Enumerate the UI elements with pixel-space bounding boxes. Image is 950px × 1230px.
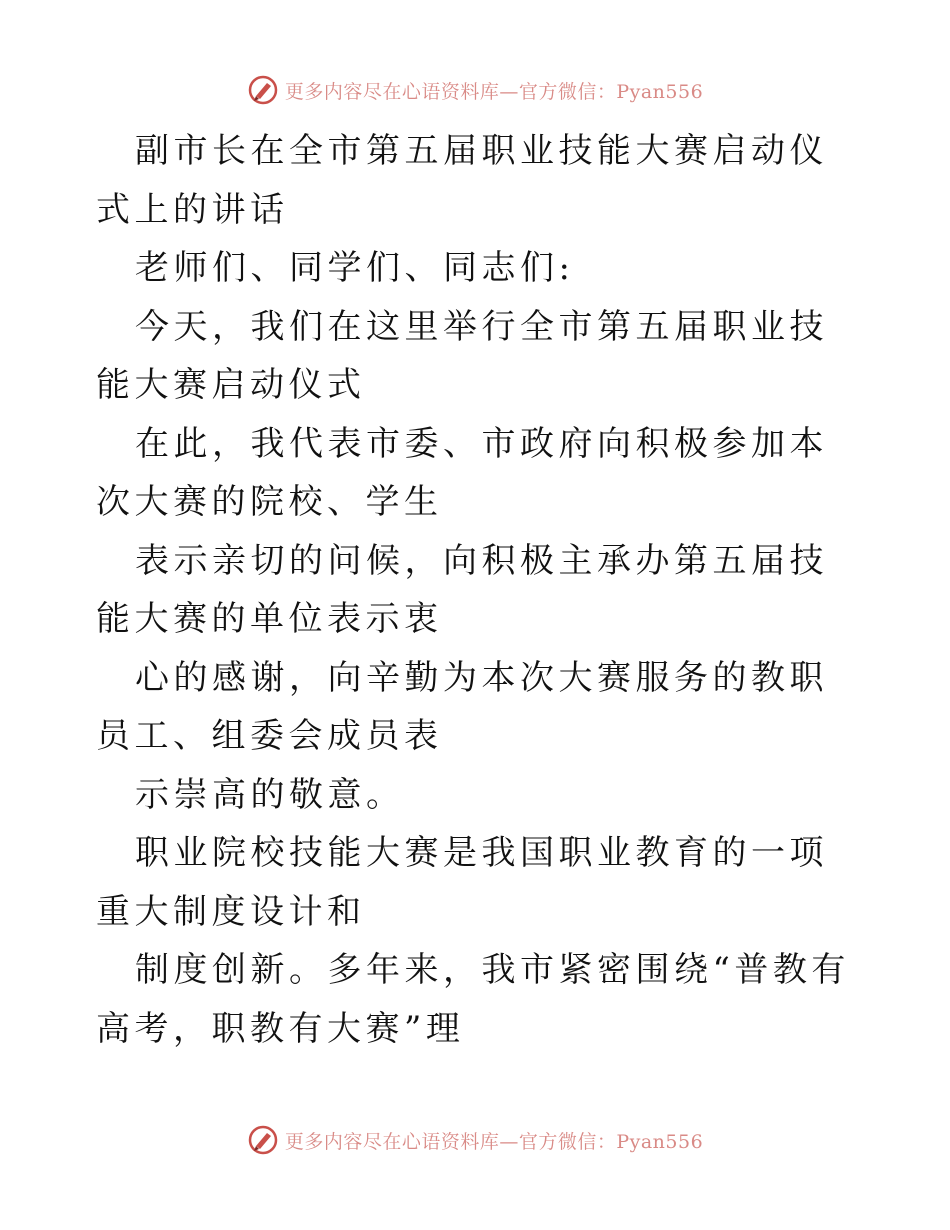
watermark-text: 更多内容尽在心语资料库—官方微信：Pyan556 (284, 80, 704, 103)
paragraph: 示崇高的敬意。 (135, 774, 405, 815)
paragraph: 表示亲切的问候，向积极主承办第五届技能大赛的单位表示衷 (96, 540, 828, 639)
salutation: 老师们、同学们、同志们: (135, 248, 575, 288)
pen-logo-icon (247, 1124, 279, 1156)
paragraph: 在此，我代表市委、市政府向积极参加本次大赛的院校、学生 (96, 423, 828, 522)
header-watermark (0, 70, 950, 110)
document-title: 副市长在全市第五届职业技能大赛启动仪式上的讲话 (96, 131, 828, 230)
paragraph: 制度创新。多年来，我市紧密围绕“普教有高考，职教有大赛”理 (96, 950, 850, 1049)
paragraph: 今天，我们在这里举行全市第五届职业技能大赛启动仪式 (96, 306, 828, 405)
paragraph: 心的感谢，向辛勤为本次大赛服务的教职员工、组委会成员表 (96, 657, 828, 756)
watermark-text: 更多内容尽在心语资料库—官方微信：Pyan556 (284, 1130, 704, 1153)
document-body (96, 122, 856, 1058)
footer-watermark (0, 1120, 950, 1160)
pen-logo-icon (247, 74, 279, 106)
paragraph: 职业院校技能大赛是我国职业教育的一项重大制度设计和 (96, 833, 828, 932)
